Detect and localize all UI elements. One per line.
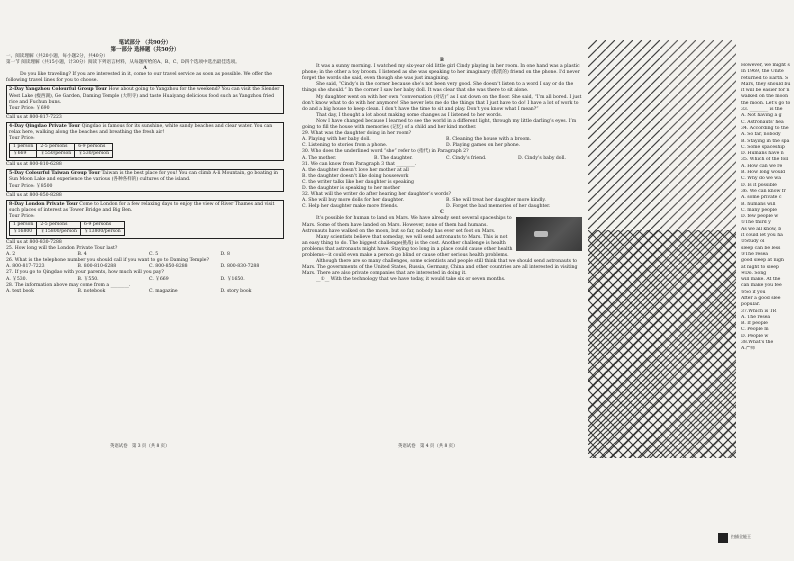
- left-page: [0, 0, 290, 561]
- option[interactable]: A. the daughter doesn’t love her mother at all: [302, 167, 409, 173]
- option[interactable]: A. The mother.: [302, 155, 337, 161]
- option[interactable]: A. 800-817-7223: [6, 264, 45, 270]
- option[interactable]: B. notebook: [77, 288, 106, 294]
- edge-line: D. Is it possible: [741, 182, 777, 188]
- option[interactable]: C. magazine: [149, 288, 178, 294]
- passage-c-para3: Although there are so many challenges, some scientists and people still think that we should send astronauts to Mars. The governments of the United States, Russia, Germany, China and other countries are all interested in visiting Mars. There are also private companies that are interested in doing it.: [302, 259, 578, 277]
- edge-line: 38.What's the: [741, 340, 774, 346]
- passage-b-para1: It was a sunny morning. I watched my six-year old little girl Cindy playing in her room. In one hand was a plastic phone; in the other a toy broom. I listened as she was speaking to her imaginary (假装的) friend on the phone. I'd never forget the words she said, even though she was just imagining.: [302, 64, 580, 82]
- tour4-price-table: [9, 221, 125, 236]
- passage-c-para4: __①__ With the technology that we have today, it would take six or seven months.: [316, 277, 506, 283]
- passage-b-para2: She said, “Cindy’s in the corner because she’s not been very good. She doesn’t listen to a word I say or do the things she should.” In the corner I saw her baby doll. It was clear that she was there to sit alone.: [302, 82, 574, 94]
- edge-line: A.严师: [741, 346, 755, 352]
- edge-line: can make you fee: [741, 283, 782, 289]
- question-26: 26. What is the telephone number you should call if you want to go to Daming Temple?: [6, 258, 209, 264]
- tour3-text: Taiwan is the best place for you! You can climb A-li Mountain, go boating in Sun Moon Lake and experience the various (各种各样的) cultures of the island.: [9, 171, 278, 183]
- edge-line: C. Some spaceship: [741, 144, 785, 150]
- tour2-price-1: ￥669: [10, 151, 37, 158]
- edge-line: will make. At the: [741, 277, 781, 283]
- edge-line: good sleep at nigh: [741, 258, 784, 264]
- tour2-price-table: [9, 143, 113, 158]
- edge-line: A. Not having a g: [741, 113, 782, 119]
- edge-line: 35. Which of the foll: [741, 157, 789, 163]
- qr-code-icon: [718, 533, 728, 543]
- option[interactable]: D. 800-830-7288: [220, 264, 260, 270]
- tour4-call: Call us at 800-830-7288: [6, 239, 62, 245]
- edge-line: In 1969, the Unite: [741, 69, 784, 75]
- edge-line: D. People w: [741, 333, 769, 339]
- edge-line: A. How can we re: [741, 163, 783, 169]
- edge-line: ③The resea: [741, 251, 769, 257]
- tour3-box: [6, 169, 284, 191]
- option[interactable]: D. Forget the bad memories of her daughter.: [446, 204, 551, 210]
- edge-line: popular.: [741, 302, 760, 308]
- part-title: 笔试部分 （共90分）: [118, 40, 172, 46]
- tour1-title: 2-Day Yangzhou Colourful Group Tour: [9, 87, 107, 93]
- passage-a-intro: Do you like traveling? If you are interested in it, come to our travel service as soon as possible. We offer the following travel lines for you to choose.: [6, 72, 272, 84]
- edge-line: sleep can be less: [741, 245, 781, 251]
- option[interactable]: B. the daughter doesn’t like doing housework: [302, 173, 409, 179]
- right-page-footer: 英语试卷 第 4 页（共 8 页）: [398, 444, 458, 449]
- tour2-header-1: 1 person: [10, 144, 37, 151]
- passage-a-letter: A: [143, 66, 147, 72]
- tour3-title: 5-Day Colourful Taiwan Group Tour: [9, 171, 101, 177]
- edge-line: D. few people w: [741, 214, 779, 220]
- tour4-header-1: 1 person: [10, 221, 37, 228]
- edge-line: 37.Which is TR: [741, 308, 777, 314]
- edge-line: 36. We can know fr: [741, 188, 786, 194]
- tour4-price-3: ￥13800/person: [81, 228, 125, 235]
- option[interactable]: D. the daughter is speaking to her mother: [302, 185, 401, 191]
- section-i: 一、阅读理解（共20小题，每小题2分，共40分）: [6, 54, 108, 59]
- edge-line: 34. According to the: [741, 125, 789, 131]
- question-27: 27. If you go to Qingdao with your parents, how much will you pay?: [6, 270, 164, 276]
- tour2-price-3: ￥530/person: [75, 151, 113, 158]
- edge-line: After a good slee: [741, 295, 781, 301]
- tour4-title: 8-Day London Private Tour: [9, 201, 78, 207]
- question-32: 32. What will the writer do after hearing her daughter’s words?: [302, 192, 451, 198]
- left-page-footer: 英语试卷 第 3 页（共 8 页）: [110, 444, 170, 449]
- option[interactable]: B. She will treat her daughter more kindly.: [446, 198, 546, 204]
- edge-line: ④Do. Song: [741, 270, 767, 276]
- option[interactable]: A. She will buy more dolls for her daughter.: [302, 198, 404, 204]
- question-25: 25. How long will the London Private Tour last?: [6, 246, 118, 252]
- question-31: 31. We can know from Paragraph 3 that ________.: [302, 161, 417, 167]
- edge-line: at night to sleep: [741, 264, 779, 270]
- passage-b-para4: That day, I thought a lot about making some changes as I listened to her words.: [316, 112, 503, 118]
- question-29: 29. What was the daughter doing in her room?: [302, 131, 412, 137]
- edge-line: As we all know, b: [741, 226, 782, 232]
- edge-line: A. So far, nobody: [741, 132, 781, 138]
- passage-b-para5: Now I have changed because I learned to see the world in a different light, through my little darling’s eyes. I’m going to fill the house with memories (记忆) of a child and her kind mother.: [302, 118, 577, 131]
- option[interactable]: D. ￥1650.: [220, 276, 245, 282]
- tour4-text: Come to London for a few relaxing days to enjoy the view of River Thames and visit such places of interest as Tower Bridge and Big Ben.: [9, 201, 275, 213]
- edge-line: ⑤So if you: [741, 289, 766, 295]
- tour4-header-2: 2-5 persons: [37, 221, 81, 228]
- edge-page-text: [741, 63, 794, 353]
- tour3-price: Tour Price: ￥8500: [9, 183, 53, 189]
- option[interactable]: D. story book: [220, 288, 252, 294]
- tour2-title: 4-Day Qingdao Private Tour: [9, 123, 81, 129]
- edge-line: B. How long would: [741, 170, 786, 176]
- edge-line: it could let you ha: [741, 233, 783, 239]
- edge-line: 33. ________ is the: [741, 107, 783, 113]
- option[interactable]: C. the writer talks like her daughter is speaking: [302, 179, 414, 185]
- passage-b-para3: My daughter went on with her own “conversation (对话)” as I sat down on the floor. She said, “I’m all bored. I just don’t know what to do with her anymore! She never lets me do the things that I just have to do! I have a lot of work to do and a big house to keep clean. I don’t have the time to sit and play. Don’t you know what I mean?”: [302, 94, 582, 112]
- tour4-box: [6, 200, 284, 239]
- question-28-options: [6, 289, 284, 295]
- tour4-price-2: ￥15800/person: [37, 228, 81, 235]
- tour2-call: Call us at 800-810-6288: [6, 162, 62, 168]
- tour2-header-2: 2-5 persons: [37, 144, 75, 151]
- tour1-text: How about going to Yangzhou for the weekend? You can visit the Slender West Lake (瘦西湖), Ge Garden, Daming Temple (大明寺) and taste Huaiyang delicious food such as Yangzhou fried rice and Fuchun buns.: [9, 87, 280, 105]
- tour3-call: Call us at 800-850-8288: [6, 192, 62, 198]
- tour2-price-label: Tour Price:: [9, 136, 35, 142]
- passage-c-para1: It’s possible for human to land on Mars. We have already sent several spaceships to Mars. Some of them have landed on Mars. However, none of them had humans. Astronauts have walked on the moon, but so far, nobody has ever set foot on Mars.: [302, 216, 512, 234]
- edge-line: it will be easier for n: [741, 88, 790, 94]
- option[interactable]: C. Cindy’s friend.: [446, 155, 487, 161]
- edge-line: B. Staying in the spa: [741, 138, 790, 144]
- edge-line: ①The third y: [741, 220, 771, 226]
- option[interactable]: B. ￥550.: [77, 276, 99, 282]
- edge-page: [740, 0, 794, 561]
- edge-line: A. some private c: [741, 195, 782, 201]
- edge-line: C. Astronauts' hea: [741, 119, 784, 125]
- question-30: 30. Who does the underlined word “she” refer to (指代) in Paragraph 2?: [302, 149, 469, 155]
- edge-line: C. Why do we wa: [741, 176, 781, 182]
- edge-line: However, we might s: [741, 63, 790, 68]
- passage-b-letter: B: [440, 58, 444, 63]
- option[interactable]: D. Cindy’s baby doll.: [518, 155, 566, 161]
- option[interactable]: C. 800-850-8288: [149, 264, 188, 270]
- edge-line: B. humans will: [741, 201, 776, 207]
- option[interactable]: A. 2: [6, 252, 16, 258]
- section-i-sub: 第一节 阅读理解（共15小题，计30分）阅读下列语言材料，从每题所给的A、B、C、D四个选项中选出最佳选项。: [6, 60, 240, 66]
- mars-photo: [516, 217, 582, 251]
- edge-line: D. Humans have n: [741, 151, 784, 157]
- scan-pattern-strip: [588, 40, 736, 458]
- edge-line: ②Study ol: [741, 239, 765, 245]
- option[interactable]: C. Listening to stories from a phone.: [302, 143, 388, 149]
- edge-line: the moon. Let's go to: [741, 100, 791, 106]
- tour4-price-label: Tour Price:: [9, 213, 35, 219]
- edge-line: C. People m: [741, 327, 769, 333]
- edge-line: C. many people: [741, 207, 777, 213]
- passage-c-letter: C: [440, 210, 444, 216]
- tour4-price-1: ￥16800: [10, 228, 37, 235]
- tour1-box: [6, 85, 284, 113]
- passage-c-para2: Many scientists believe that someday, we will send astronauts to Mars. This is not an easy thing to do. The biggest challenge(挑战) is the cost. Another challenge is health problems that astronauts might have. Staying too long in a place could cause other health problems—it could even make a person go blind or cause other serious health problems.: [302, 234, 513, 258]
- tour2-text: Qingdao is famous for its sunshine, white sandy beaches and clear water. You can relax here, walking along the beaches and breathing the fresh air!: [9, 123, 273, 136]
- tour4-header-3: 6-9 persons: [81, 221, 125, 228]
- right-page: [298, 0, 585, 561]
- edge-line: B. If people: [741, 321, 768, 327]
- tour1-call: Call us at 800-817-7223: [6, 114, 62, 120]
- tour2-price-2: ￥550/person: [37, 151, 75, 158]
- option[interactable]: B. Cleaning the house with a broom.: [446, 137, 532, 143]
- question-28: 28. The information above may come from a ________.: [6, 282, 131, 288]
- tour1-price: Tour Price: ￥690: [9, 105, 50, 111]
- edge-line: returned to Earth. S: [741, 75, 789, 81]
- edge-line: A. The resea: [741, 314, 771, 320]
- tour2-header-3: 6-9 persons: [75, 144, 113, 151]
- option[interactable]: C. 5: [149, 252, 159, 258]
- option[interactable]: B. 4: [77, 252, 87, 258]
- option[interactable]: A. text book: [6, 288, 34, 294]
- option[interactable]: B. 800-810-6288: [77, 264, 117, 270]
- option[interactable]: A. ￥530.: [6, 276, 28, 282]
- option[interactable]: B. The daughter.: [374, 155, 413, 161]
- option[interactable]: A. Playing with her baby doll.: [302, 137, 371, 143]
- section-title: 第一部分 选择题（共50分）: [110, 47, 180, 53]
- option[interactable]: C. Help her daughter make more friends.: [302, 204, 399, 210]
- option[interactable]: D. Playing games on her phone.: [446, 143, 521, 149]
- scanner-label: 扫描全能王: [731, 534, 751, 539]
- option[interactable]: D. 8: [220, 252, 230, 258]
- option[interactable]: C. ￥669: [149, 276, 169, 282]
- edge-line: walked on the moon: [741, 94, 789, 100]
- edge-line: Mars, they should bu: [741, 81, 791, 87]
- tour2-box: [6, 122, 284, 161]
